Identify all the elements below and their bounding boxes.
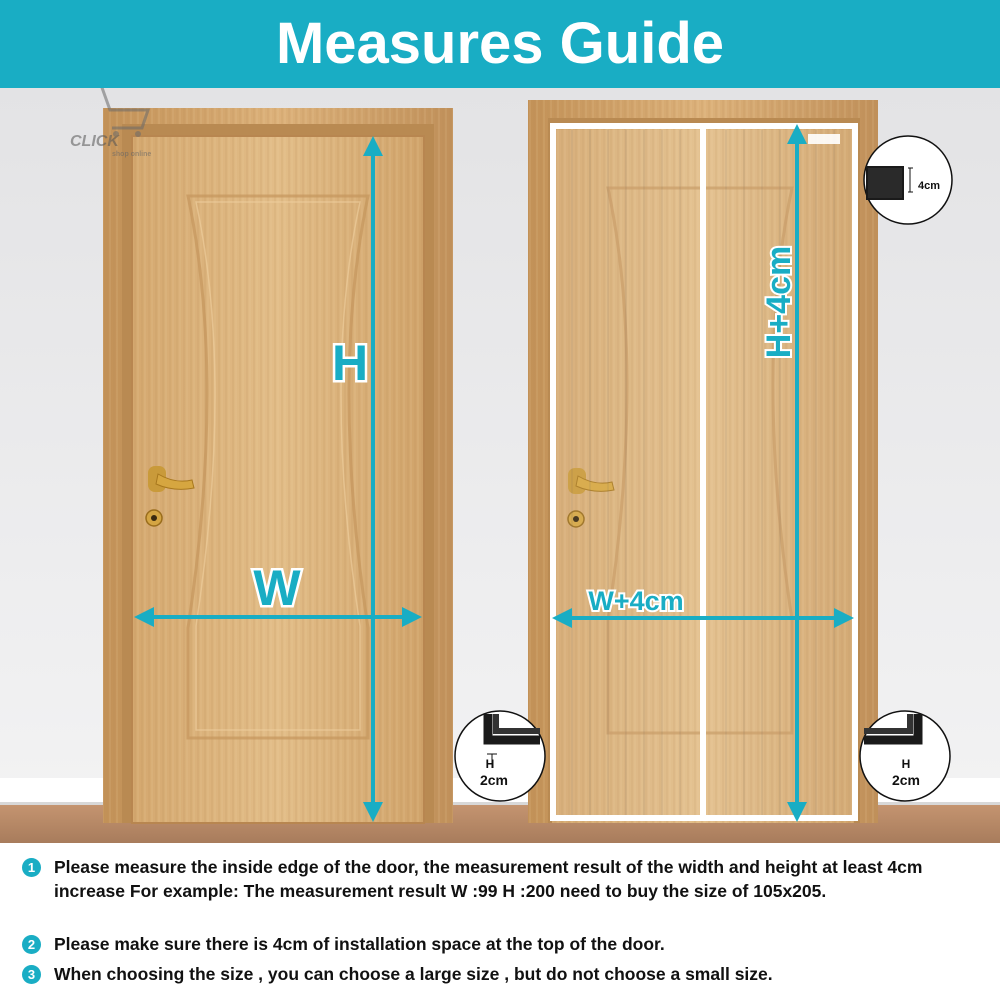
instructions — [0, 845, 1000, 989]
watermark-text: CLICK — [70, 133, 119, 150]
detail-bottom-right-gap — [860, 711, 950, 801]
note-number-1: 1 — [22, 858, 41, 877]
bottom-left-gap-label: 2cm — [479, 772, 509, 788]
width-plus-label: W+4cm — [588, 586, 684, 616]
header-banner — [0, 0, 1000, 88]
detail-h-left: H — [485, 757, 495, 771]
top-gap-label: 4cm — [917, 180, 941, 192]
left-door — [103, 108, 453, 823]
right-door — [528, 100, 878, 823]
note-text-1: Please measure the inside edge of the door, the measurement result of the width and height at least 4cm increase For example: The measurement result W :99 H :200 need to buy the size of 105x205. — [54, 857, 923, 901]
detail-bottom-left-gap — [455, 711, 545, 801]
note-number-2: 2 — [22, 935, 41, 954]
width-label: W — [253, 560, 301, 616]
note-number-3: 3 — [22, 965, 41, 984]
door-illustration — [0, 88, 1000, 843]
detail-top-gap — [864, 136, 952, 224]
watermark-subtext: shop online — [112, 151, 152, 158]
height-plus-label: H+4cm — [760, 245, 798, 359]
height-label: H — [331, 335, 369, 391]
note-text-2: Please make sure there is 4cm of installation space at the top of the door. — [54, 934, 665, 954]
detail-h-right: H — [901, 757, 911, 771]
note-text-3: When choosing the size , you can choose a large size , but do not choose a small size. — [54, 964, 773, 984]
bottom-right-gap-label: 2cm — [891, 772, 921, 788]
page-title: Measures Guide — [275, 11, 725, 76]
